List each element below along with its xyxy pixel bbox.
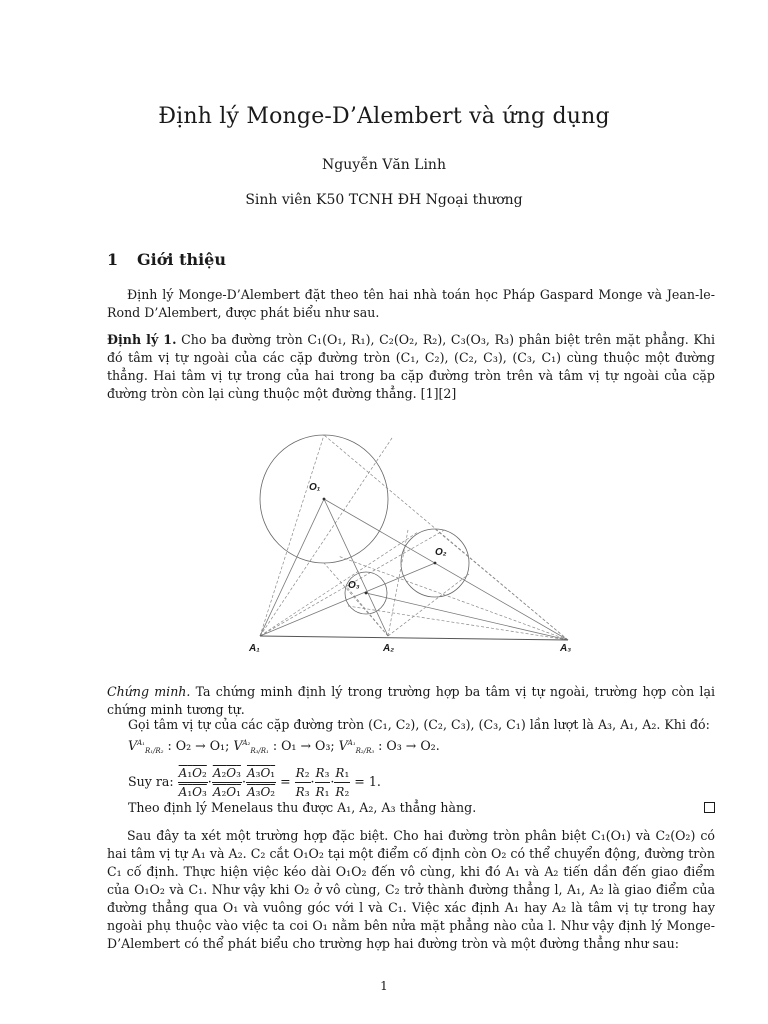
line-a1-a3 bbox=[260, 636, 568, 640]
proof-intro-text: Ta chứng minh định lý trong trường hợp ba tâm vị tự ngoài, trường hợp còn lại chứng minh tương tự. bbox=[107, 684, 715, 717]
equation-tail: = 1. bbox=[354, 774, 381, 789]
proof-intro bbox=[107, 683, 715, 719]
homothety-1: : O₂ → O₁; bbox=[167, 738, 230, 754]
section-title: Giới thiệu bbox=[137, 250, 226, 269]
theorem-1 bbox=[107, 331, 715, 403]
label-a2: A₂ bbox=[383, 643, 395, 654]
proof-conclusion: Theo định lý Menelaus thu được A₁, A₂, A₃ thẳng hàng. bbox=[128, 800, 477, 815]
homothety-2: : O₁ → O₃; bbox=[272, 738, 335, 754]
author-name: Nguyễn Văn Linh bbox=[322, 157, 446, 173]
line-o1-a1 bbox=[260, 499, 324, 636]
section-number: 1 bbox=[107, 250, 119, 269]
label-o1: O₁ bbox=[309, 482, 321, 493]
homothety-3: : O₃ → O₂. bbox=[378, 738, 440, 754]
paper-title: Định lý Monge-D’Alembert và ứng dụng bbox=[158, 104, 610, 129]
label-a3: A₃ bbox=[560, 643, 572, 654]
proof-label: Chứng minh. bbox=[107, 684, 191, 699]
page-number: 1 bbox=[380, 979, 388, 993]
intro-paragraph: Định lý Monge-D’Alembert đặt theo tên hai nhà toán học Pháp Gaspard Monge và Jean-le-Rond D’Alembert, được phát biểu như sau. bbox=[107, 287, 715, 320]
theorem-text: Cho ba đường tròn C₁(O₁, R₁), C₂(O₂, R₂), C₃(O₃, R₃) phân biệt trên mặt phẳng. Khi đó tâm vị tự ngoài của các cặp đường tròn (C₁, C₂), (C₂, C₃), (C₃, C₁) cùng thuộc một đường thẳng. Hai tâm vị tự trong của hai trong ba cặp đường tròn trên và tâm vị tự ngoài của cặp đường tròn còn lại cùng thuộc một đường thẳng. [1][2] bbox=[107, 332, 715, 401]
label-a1: A₁ bbox=[249, 643, 260, 654]
suy-ra-label: Suy ra: bbox=[128, 774, 174, 789]
label-o3: O₃ bbox=[348, 580, 360, 591]
proof-equation: Suy ra: $\frac{\text{A₁O₂}}{\text{A₁O₃}}$ · $\frac{\text{A₂O₃}}{\text{A₂O₁}}$ · $\frac{\text{A₃O₁}}{\text{A₃O₂}}$ = $\frac{\text{R₂}}{\text{R₃}}$ · $\frac{\text{R₃}}{\text{R₁}}$ · $\frac{\text{R₁}}{\text{R₂}}$ = 1. bbox=[128, 766, 381, 799]
qed-box bbox=[704, 802, 715, 813]
special-case-paragraph: Sau đây ta xét một trường hợp đặc biệt. Cho hai đường tròn phân biệt C₁(O₁) và C₂(O₂) có hai tâm vị tự A₁ và A₂. C₂ cắt O₁O₂ tại một điểm cố định còn O₂ có thể chuyển động, đường tròn C₁ cố định. Thực hiện việc kéo dài O₁O₂ đến vô cùng, khi đó A₁ và A₂ tiến dần đến giao điểm của O₁O₂ và C₁. Như vậy khi O₂ ở vô cùng, C₂ trở thành đường thẳng l, A₁, A₂ là giao điểm của đường thẳng qua O₁ và vuông góc với l và C₁. Việc xác định A₁ hay A₂ là tâm vị tự trong hay ngoài phụ thuộc vào việc ta coi O₁ nằm bên nửa mặt phẳng nào của l. Như vậy định lý Monge-D’Alembert có thể phát biểu cho trường hợp hai đường tròn và một đường thẳng như sau: bbox=[107, 828, 715, 951]
line-o3-a3 bbox=[366, 593, 568, 640]
theorem-label: Định lý 1. bbox=[107, 332, 177, 347]
author-affiliation: Sinh viên K50 TCNH ĐH Ngoại thương bbox=[245, 192, 523, 208]
label-o2: O₂ bbox=[435, 547, 447, 558]
monge-figure bbox=[238, 428, 588, 660]
proof-line-2: $V^{A_1}_{R_1/R_2}$ : O₂ → O₁; $V^{A_2}_{R_3/R_1}$ : O₁ → O₃; $V^{A_1}_{R_2/R_3}$ : O₃ → O₂. bbox=[128, 738, 440, 756]
proof-line-1: Gọi tâm vị tự của các cặp đường tròn (C₁, C₂), (C₂, C₃), (C₃, C₁) lần lượt là A₃, A₁, A₂. Khi đó: bbox=[128, 717, 710, 732]
section-heading bbox=[107, 250, 226, 269]
line-o2-a1 bbox=[260, 563, 435, 636]
